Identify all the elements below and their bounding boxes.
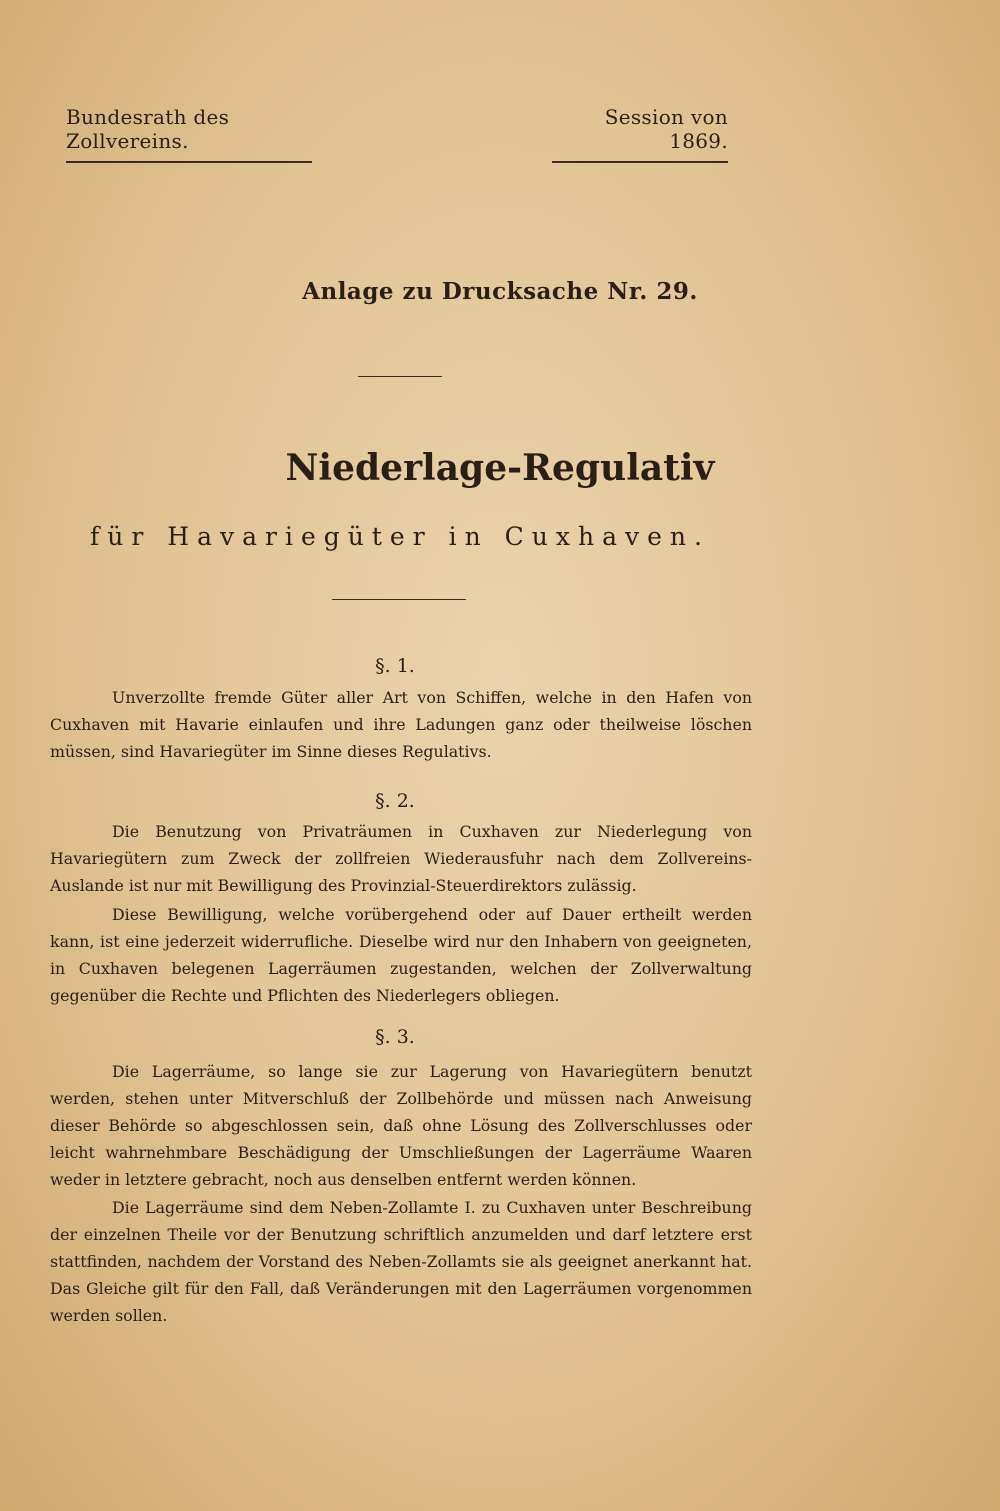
header-left: Bundesrath des Zollvereins. — [66, 105, 312, 163]
section-number: §. 1. — [375, 655, 415, 677]
document-title: Niederlage-Regulativ — [285, 447, 715, 489]
section-paragraph: Diese Bewilligung, welche vorübergehend oder auf Dauer ertheilt werden kann, ist eine jederzeit widerrufliche. Dieselbe wird nur den Inhabern von geeigneten, in Cuxhaven belegenen Lagerräumen zugestanden, welchen der Zollverwaltung gegenüber die Rechte und Pflichten des Niederlegers obliegen. — [50, 905, 752, 1005]
section-number: §. 2. — [375, 790, 415, 812]
document-subtitle: für Havariegüter in Cuxhaven. — [90, 522, 710, 551]
section-paragraph: Die Benutzung von Privaträumen in Cuxhaven zur Niederlegung von Havariegütern zum Zweck der zollfreien Wiederausfuhr nach dem Zollvereins-Auslande ist nur mit Bewilligung des Provinzial-Steuerdirektors zulässig. — [50, 822, 752, 895]
divider-rule — [358, 376, 442, 377]
annex-line: Anlage zu Drucksache Nr. 29. — [302, 278, 698, 305]
divider-rule — [332, 599, 466, 600]
section-paragraph: Die Lagerräume sind dem Neben-Zollamte I. zu Cuxhaven unter Beschreibung der einzelnen Theile vor der Benutzung schriftlich anzumelden und darf letztere erst stattfinden, nachdem der Vorstand des Neben-Zollamts sie als geeignet anerkannt hat. Das Gleiche gilt für den Fall, daß Veränderungen mit den Lagerräumen vorgenommen werden sollen. — [50, 1198, 752, 1325]
section-number: §. 3. — [375, 1026, 415, 1048]
section-paragraph: Die Lagerräume, so lange sie zur Lagerung von Havariegütern benutzt werden, stehen unter Mitverschluß der Zollbehörde und müssen nach Anweisung dieser Behörde so abgeschlossen sein, daß ohne Lösung des Zollverschlusses oder leicht wahrnehmbare Beschädigung der Umschließungen der Lagerräume Waaren weder in letztere gebracht, noch aus denselben entfernt werden können. — [50, 1062, 752, 1189]
header-right: Session von 1869. — [552, 105, 728, 163]
section-paragraph: Unverzollte fremde Güter aller Art von Schiffen, welche in den Hafen von Cuxhaven mit Havarie einlaufen und ihre Ladungen ganz oder theilweise löschen müssen, sind Havariegüter im Sinne dieses Regulativs. — [50, 688, 752, 761]
